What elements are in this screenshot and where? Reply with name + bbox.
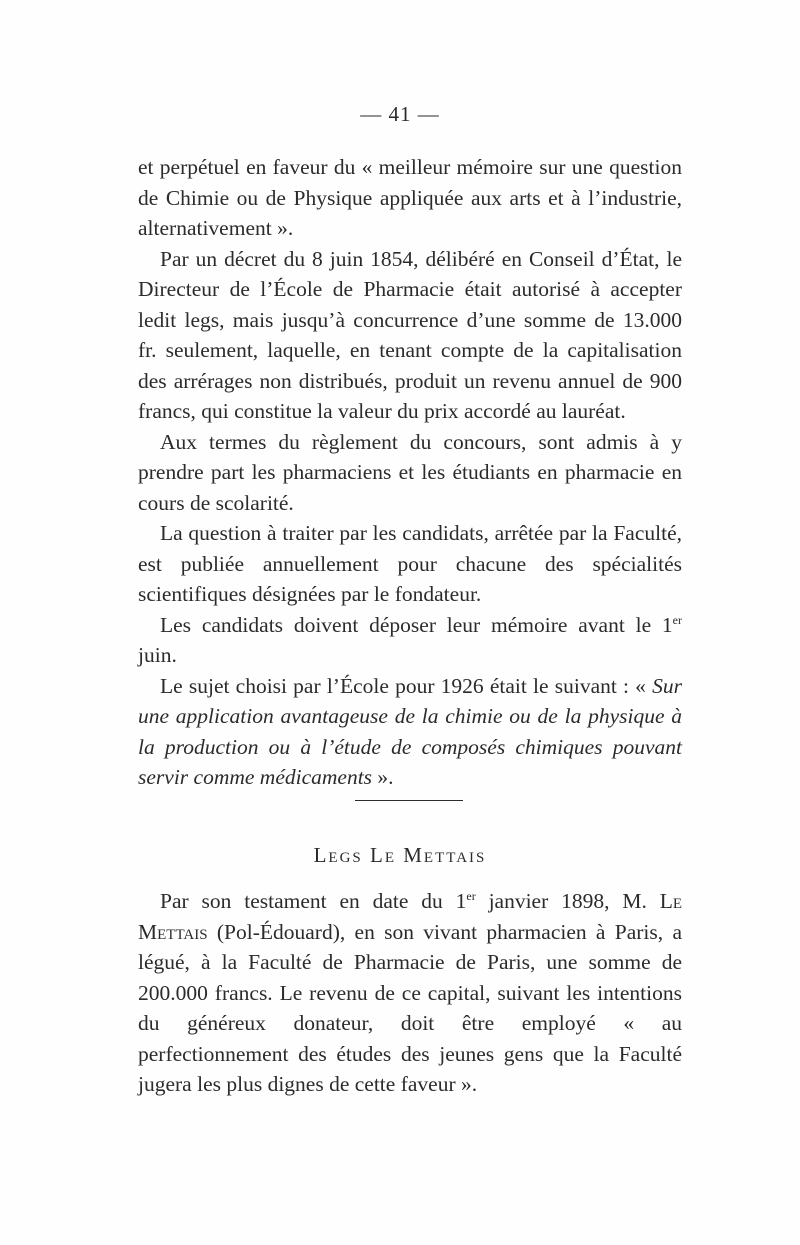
body-text-legs: [138, 886, 682, 1100]
legs-superscript: er: [466, 888, 476, 903]
paragraph-question: La question à traiter par les candidats, arrêtée par la Faculté, est publiée annuellement pour chacune des spécialités scientifiques désignées par le fondateur.: [138, 521, 682, 606]
legs-text-part1: Par son testament en date du 1: [160, 889, 467, 913]
subject-italic-quote: Sur une application avantageuse de la chimie ou de la physique à la production ou à l’étude de composés chimiques pouvant servir comme médicaments: [138, 673, 682, 789]
page-number: — 41 —: [360, 102, 440, 126]
section-divider: [355, 800, 463, 801]
subject-close: ».: [372, 765, 394, 789]
section-title: Legs Le Mettais: [313, 843, 487, 867]
paragraph-legs-le-mettais: [138, 886, 682, 1100]
deadline-text-before: Les candidats doivent déposer leur mémoire avant le 1: [160, 612, 673, 637]
subject-intro: Le sujet choisi par l’École pour 1926 était le suivant : «: [160, 673, 653, 698]
paragraph-decret: Par un décret du 8 juin 1854, délibéré en Conseil d’État, le Directeur de l’École de Pharmacie était autorisé à accepter ledit legs, mais jusqu’à concurrence d’une somme de 13.000 fr. seulement, laquelle, en tenant compte de la capitalisation des arrérages non distribués, produit un revenu annuel de 900 francs, qui constitue la valeur du prix accordé au lauréat.: [138, 246, 682, 423]
paragraph-subject: [138, 671, 682, 793]
legs-text-part2: janvier 1898, M.: [475, 889, 660, 913]
deadline-text-after: juin.: [138, 643, 177, 667]
paragraph-reglement: Aux termes du règlement du concours, sont admis à y prendre part les pharmaciens et les étudiants en pharmacie en cours de scolarité.: [138, 429, 682, 515]
paragraph-deadline: [138, 610, 682, 671]
deadline-superscript: er: [672, 612, 682, 627]
paragraph-continuation: et perpétuel en faveur du « meilleur mémoire sur une question de Chimie ou de Physique appliquée aux arts et à l’industrie, alternativement ».: [138, 155, 682, 240]
legs-text-part3: (Pol-Édouard), en son vivant pharmacien à Paris, a légué, à la Faculté de Pharmacie de Paris, une somme de 200.000 francs. Le revenu de ce capital, suivant les intentions du généreux donateur, doit être employé « au perfectionnement des études des jeunes gens que la Faculté jugera les plus dignes de cette faveur ».: [138, 919, 682, 1096]
legs-name: Le Mettais: [138, 889, 682, 944]
body-text-top: [138, 152, 682, 793]
